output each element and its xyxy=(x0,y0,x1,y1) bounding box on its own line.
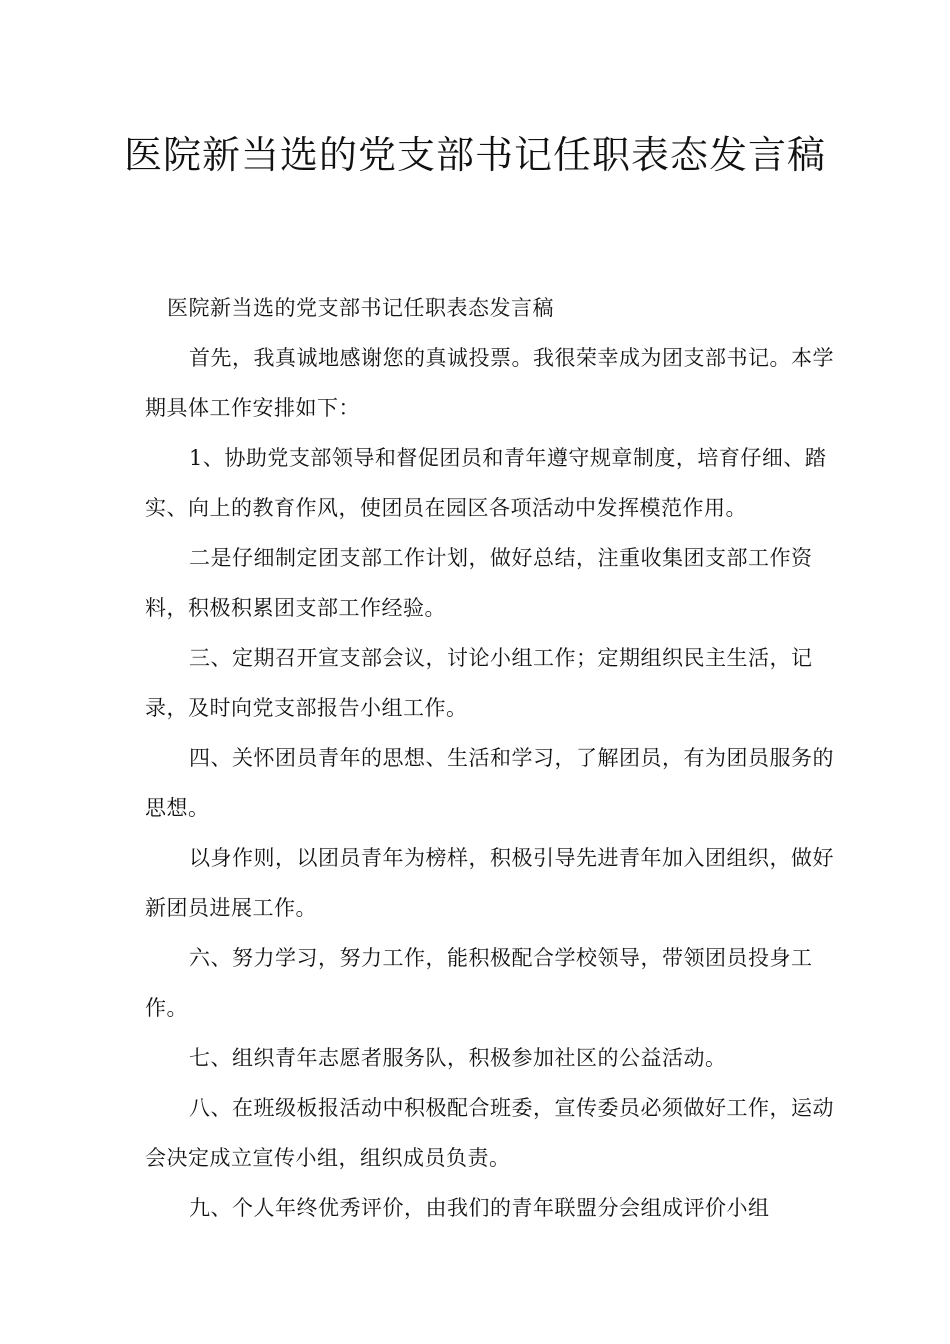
paragraph-item-4: 四、关怀团员青年的思想、生活和学习，了解团员，有为团员服务的思想。 xyxy=(145,746,834,820)
paragraph-item-6: 六、努力学习，努力工作，能积极配合学校领导，带领团员投身工作。 xyxy=(145,946,813,1020)
paragraph-subtitle: 医院新当选的党支部书记任职表态发言稿 xyxy=(167,296,554,320)
paragraph-intro: 首先，我真诚地感谢您的真诚投票。我很荣幸成为团支部书记。本学期具体工作安排如下： xyxy=(145,346,834,420)
paragraph-item-1: 1、协助党支部领导和督促团员和青年遵守规章制度，培育仔细、踏实、向上的教育作风，使团员在园区各项活动中发挥模范作用。 xyxy=(145,446,827,520)
paragraph-item-8: 八、在班级板报活动中积极配合班委，宣传委员必须做好工作，运动会决定成立宣传小组，组织成员负责。 xyxy=(145,1096,834,1170)
paragraph-item-3: 三、定期召开宣支部会议，讨论小组工作；定期组织民主生活，记录，及时向党支部报告小组工作。 xyxy=(145,646,813,720)
paragraph-item-2: 二是仔细制定团支部工作计划，做好总结，注重收集团支部工作资料，积极积累团支部工作经验。 xyxy=(145,546,813,620)
paragraph-item-7: 七、组织青年志愿者服务队，积极参加社区的公益活动。 xyxy=(189,1046,727,1070)
paragraph-item-9: 九、个人年终优秀评价，由我们的青年联盟分会组成评价小组 xyxy=(189,1196,770,1220)
document-body xyxy=(145,283,835,1233)
document-title: 医院新当选的党支部书记任职表态发言稿 xyxy=(123,133,826,177)
paragraph-item-5: 以身作则，以团员青年为榜样，积极引导先进青年加入团组织，做好新团员进展工作。 xyxy=(145,846,834,920)
